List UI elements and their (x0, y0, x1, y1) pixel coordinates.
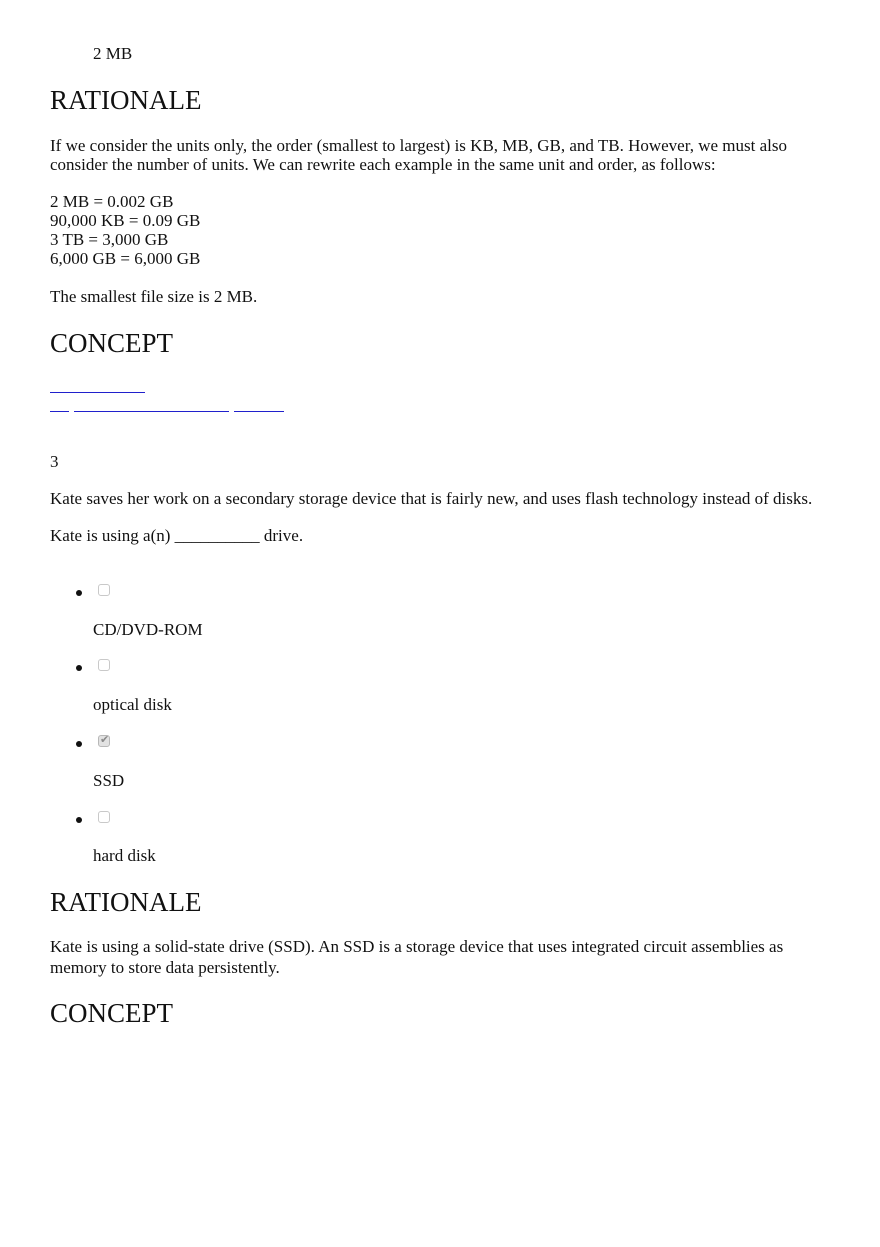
rationale-paragraph (50, 937, 783, 977)
list-bullet (76, 741, 82, 747)
concept-link[interactable] (74, 411, 229, 412)
option-checkbox[interactable] (98, 584, 110, 596)
option-label: CD/DVD-ROM (93, 620, 203, 639)
rationale-paragraph (50, 136, 787, 174)
conversion-list (50, 192, 200, 268)
option-label: SSD (93, 771, 125, 790)
option-checkbox[interactable] (98, 659, 110, 671)
question-prompt: Kate saves her work on a secondary storage device that is fairly new, and uses flash technology instead of disks. (50, 489, 813, 508)
conversion-line: 2 MB = 0.002 GB (50, 192, 174, 211)
previous-answer-text: 2 MB (93, 44, 133, 63)
question-stem: Kate is using a(n) __________ drive. (50, 526, 304, 545)
rationale-line: If we consider the units only, the order (smallest to largest) is KB, MB, GB, and TB. However, we must also (50, 136, 787, 155)
question-number: 3 (50, 452, 59, 471)
rationale-line: memory to store data persistently. (50, 958, 280, 977)
checkmark-icon: ✔ (100, 733, 110, 746)
list-bullet (76, 665, 82, 671)
conversion-line: 90,000 KB = 0.09 GB (50, 211, 201, 230)
option-label: hard disk (93, 846, 156, 865)
conversion-line: 3 TB = 3,000 GB (50, 230, 169, 249)
concept-link[interactable] (50, 411, 69, 412)
option-checkbox-checked[interactable] (98, 735, 110, 747)
list-bullet (76, 590, 82, 596)
rationale-heading: RATIONALE (50, 85, 202, 115)
rationale-conclusion: The smallest file size is 2 MB. (50, 287, 258, 306)
concept-link[interactable] (50, 392, 145, 393)
concept-heading: CONCEPT (50, 998, 174, 1028)
concept-link[interactable] (234, 411, 284, 412)
conversion-line: 6,000 GB = 6,000 GB (50, 249, 201, 268)
option-label: optical disk (93, 695, 172, 714)
rationale-heading: RATIONALE (50, 887, 202, 917)
option-checkbox[interactable] (98, 811, 110, 823)
concept-heading: CONCEPT (50, 328, 174, 358)
list-bullet (76, 817, 82, 823)
rationale-line: Kate is using a solid-state drive (SSD). An SSD is a storage device that uses integrated circuit assemblies as (50, 937, 784, 956)
rationale-line: consider the number of units. We can rewrite each example in the same unit and order, as follows: (50, 155, 716, 174)
